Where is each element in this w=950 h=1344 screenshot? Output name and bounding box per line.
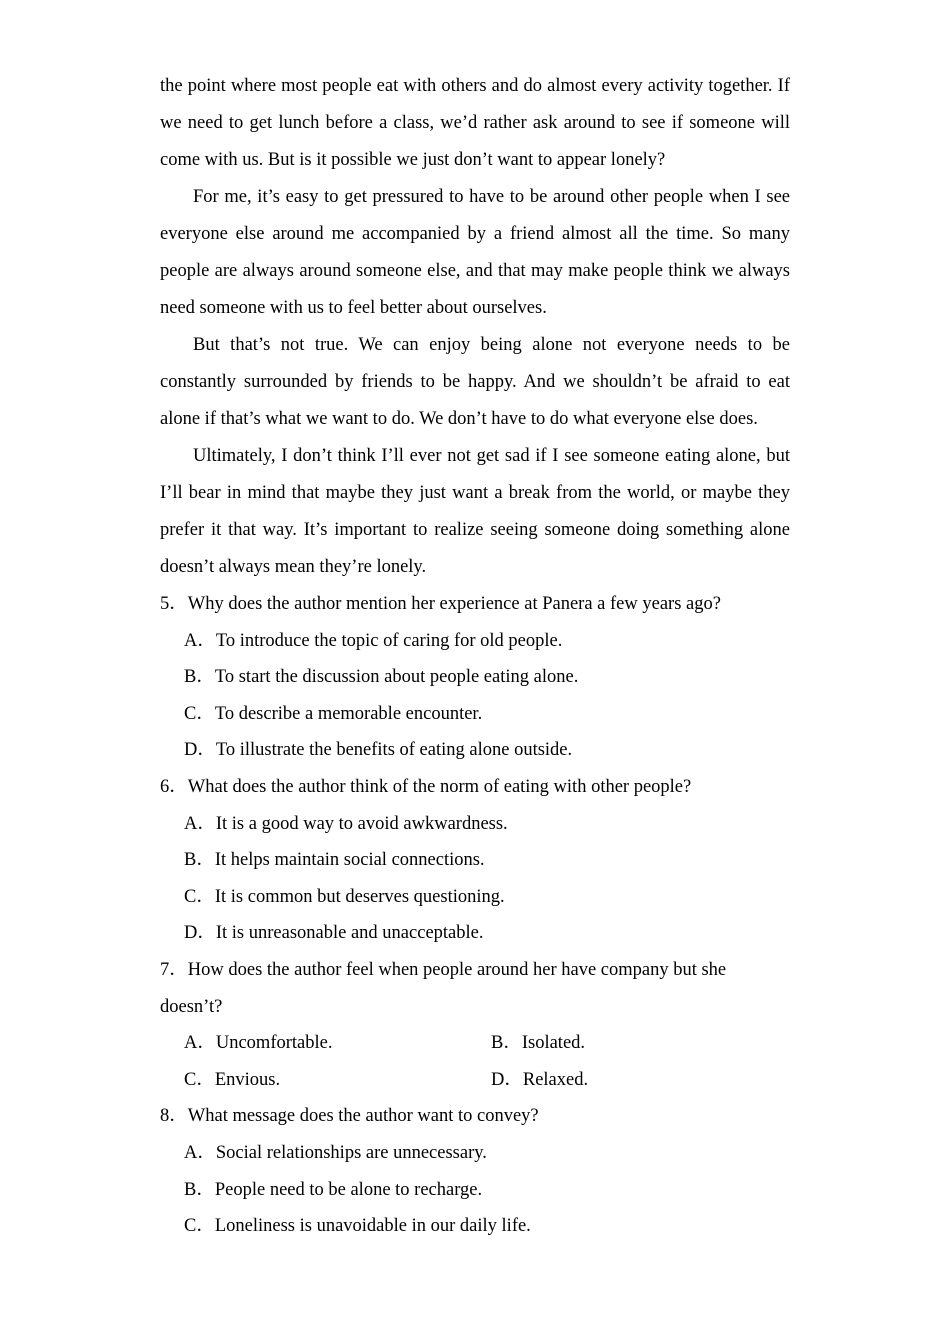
question-number: 5． <box>160 594 188 614</box>
option-d: D．To illustrate the benefits of eating alone outside. <box>184 740 573 761</box>
option-b: B．Isolated. <box>491 1033 586 1054</box>
option-row-cd <box>160 1062 790 1099</box>
question-stem <box>160 769 790 806</box>
option-c: C．Envious. <box>184 1069 281 1090</box>
question-stem <box>160 1098 790 1135</box>
option-c: C．To describe a memorable encounter. <box>184 703 483 724</box>
passage-paragraph-4: Ultimately, I don’t think I’ll ever not get sad if I see someone eating alone, but I’ll bear in mind that maybe they just want a break from the world, or maybe they prefer it that way. It’s important to realize seeing someone doing something alone doesn’t always mean they’re lonely. <box>160 446 790 577</box>
question-text: Why does the author mention her experience at Panera a few years ago? <box>187 594 721 614</box>
option-a: A．Social relationships are unnecessary. <box>184 1142 487 1163</box>
option-c: C．It is common but deserves questioning. <box>184 886 505 907</box>
exam-page <box>160 68 790 1245</box>
question-number: 8． <box>160 1106 188 1127</box>
question-6 <box>160 769 790 952</box>
question-stem <box>160 586 790 623</box>
question-7 <box>160 952 790 1098</box>
passage-paragraph-3: But that’s not true. We can enjoy being alone not everyone needs to be constantly surrounded by friends to be happy. And we shouldn’t be afraid to eat alone if that’s what we want to do. We don’t have to do what everyone else does. <box>160 335 790 429</box>
option-a: A．Uncomfortable. <box>184 1033 333 1054</box>
question-5 <box>160 586 790 769</box>
question-number: 6． <box>160 776 188 797</box>
question-8 <box>160 1098 790 1244</box>
option-a: A．It is a good way to avoid awkwardness. <box>184 813 508 834</box>
option-a: A．To introduce the topic of caring for old people. <box>184 630 563 651</box>
question-text: What does the author think of the norm of eating with other people? <box>187 776 692 797</box>
question-number: 7． <box>160 959 188 980</box>
question-stem <box>160 952 750 1025</box>
reading-passage <box>160 68 790 586</box>
question-text: How does the author feel when people around her have company but she doesn’t? <box>160 959 727 1017</box>
question-text: What message does the author want to convey? <box>187 1106 539 1127</box>
passage-paragraph-2: For me, it’s easy to get pressured to have to be around other people when I see everyone else around me accompanied by a friend almost all the time. So many people are always around someone else, and that may make people think we always need someone with us to feel better about ourselves. <box>160 187 790 318</box>
option-b: B．It helps maintain social connections. <box>184 850 485 871</box>
option-row-ab <box>160 1025 790 1062</box>
option-d: D．Relaxed. <box>491 1069 589 1090</box>
option-b: B．To start the discussion about people eating alone. <box>184 667 579 688</box>
option-d: D．It is unreasonable and unacceptable. <box>184 923 484 944</box>
option-c: C．Loneliness is unavoidable in our daily life. <box>184 1216 531 1237</box>
passage-paragraph-1: the point where most people eat with others and do almost every activity together. If we need to get lunch before a class, we’d rather ask around to see if someone will come with us. But is it possible we just don’t want to appear lonely? <box>160 76 790 170</box>
option-b: B．People need to be alone to recharge. <box>184 1179 483 1200</box>
